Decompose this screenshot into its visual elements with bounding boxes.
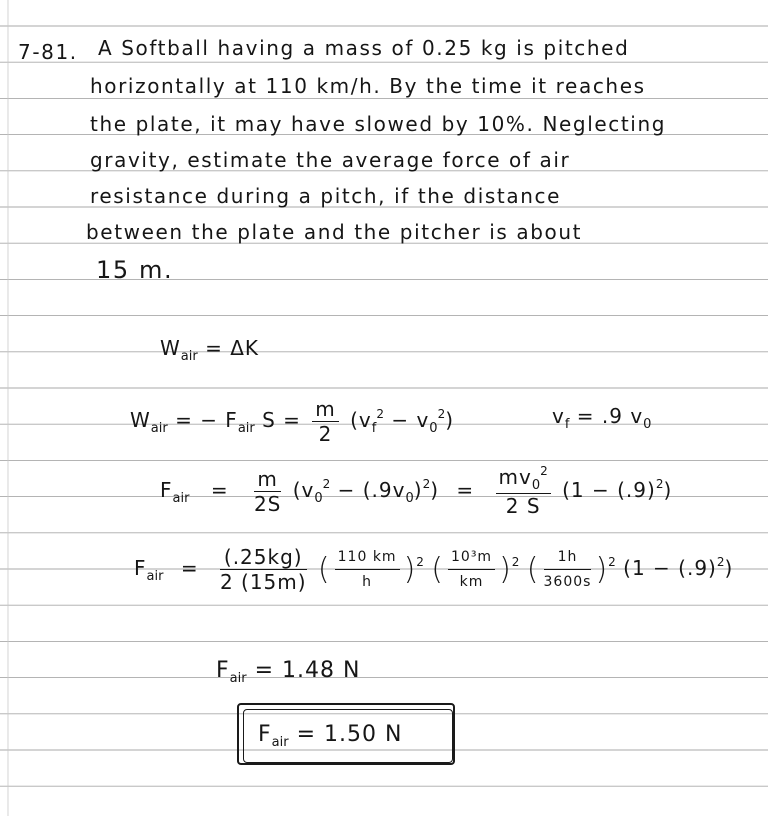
equation-work-force: $W_{air}$ = − $F_{air}$ S = $\frac{m}{2}$ $(v_f^2 - v_0^2)$ <box>130 397 455 446</box>
fraction-km-to-m: $\frac{\text{10³m}}{km}$ <box>448 546 495 593</box>
equation-force-symbolic: $F_{air}$ = $\frac{m}{2S}$ $(v_0^2 - (.9v_0)^2)$ = $\frac{mv_0^2}{2 S}$ $(1 - (.9)^2)$ <box>160 464 673 518</box>
fraction-speed: $\frac{110 km}{h}$ <box>335 546 400 593</box>
final-answer: $F_{air} = 1.50$ N <box>258 722 403 750</box>
problem-line-6: between the plate and the pitcher is about <box>86 220 583 244</box>
fraction-m-over-2s: $\frac{m}{2S}$ <box>253 467 282 516</box>
problem-line-5: resistance during a pitch, if the distance <box>90 184 561 208</box>
equation-work-energy: $W_{air} = \Delta K$ <box>160 336 259 364</box>
note-final-velocity: $v_f = .9$ $v_0$ <box>552 404 652 432</box>
problem-line-3: the plate, it may have slowed by 10%. Neglecting <box>90 112 667 136</box>
fraction-h-to-s: $\frac{1h}{3600s}$ <box>544 546 592 593</box>
fraction-m-over-2: $\frac{m}{2}$ <box>312 398 338 445</box>
problem-line-1: A Softball having a mass of 0.25 kg is pitched <box>98 36 630 60</box>
problem-number: 7-81. <box>18 40 78 64</box>
problem-line-7: 15 m. <box>96 256 174 284</box>
problem-line-2: horizontally at 110 km/h. By the time it reaches <box>90 74 646 98</box>
equation-force-numeric: $F_{air}$ = $\frac{(.25kg)}{2 (15m)}$ ( $\frac{110 km}{h}$ )$^2$ ( $\frac{\text{10³m}}{km}$ )$^2$ ( $\frac{1h}{3600s}$ )$^2$ $(1 - (.9)^2)$ <box>134 545 734 594</box>
problem-line-4: gravity, estimate the average force of air <box>90 148 571 172</box>
intermediate-result: $F_{air} = 1.48$ N <box>216 658 361 686</box>
fraction-mass-over-distance: $\frac{(.25kg)}{2 (15m)}$ <box>219 545 307 594</box>
fraction-mv0sq-over-2s: $\frac{mv_0^2}{2 S}$ <box>496 466 551 517</box>
